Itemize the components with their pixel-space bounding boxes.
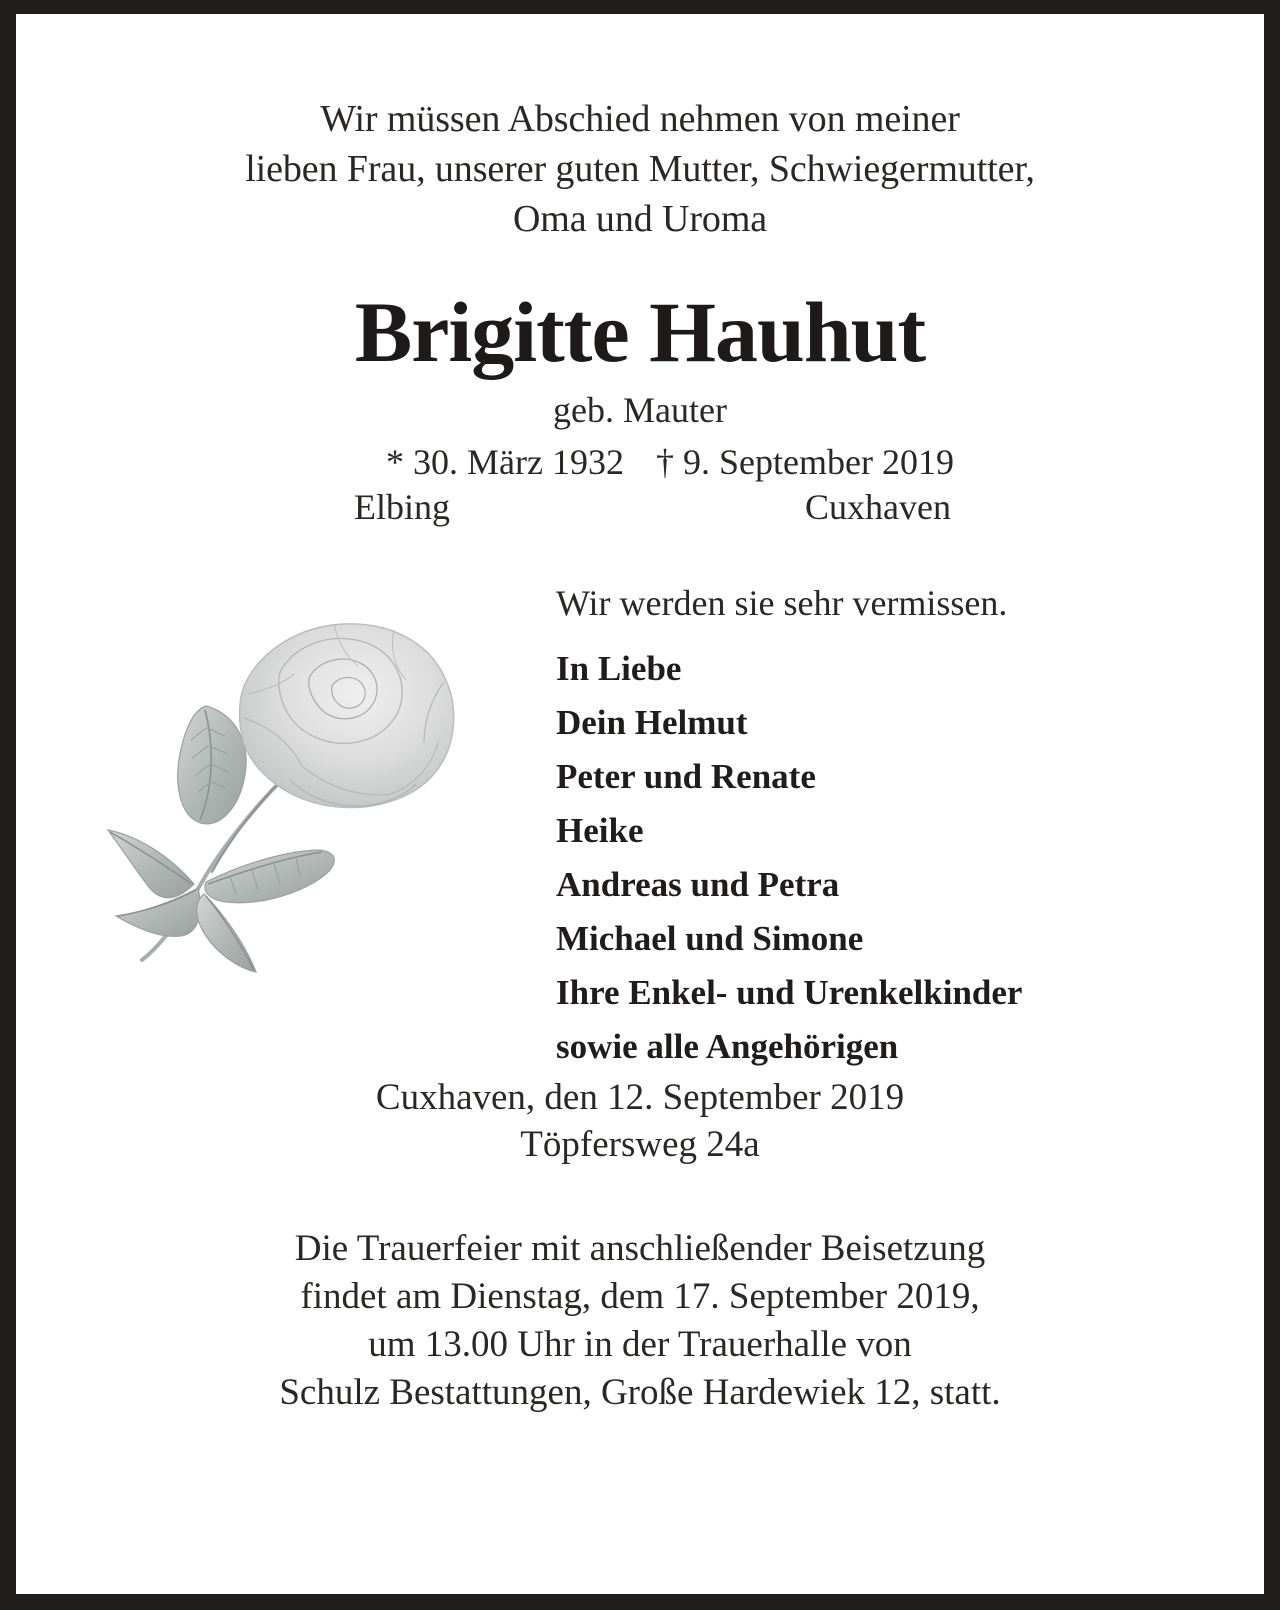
rose-illustration bbox=[94, 594, 474, 984]
family-line: Michael und Simone bbox=[556, 919, 864, 959]
family-line: Heike bbox=[556, 811, 644, 851]
life-places-row bbox=[16, 485, 1264, 530]
death-date bbox=[640, 440, 1046, 485]
ceremony-line-4: Schulz Bestattungen, Große Hardewiek 12, statt. bbox=[279, 1371, 1001, 1413]
death-date-value: 9. September 2019 bbox=[683, 441, 954, 482]
family-line: Dein Helmut bbox=[556, 703, 748, 743]
intro-text bbox=[16, 94, 1264, 244]
rose-leaf-upper-left bbox=[178, 706, 246, 824]
birth-date-value: 30. März 1932 bbox=[413, 441, 624, 482]
birth-symbol: * bbox=[386, 441, 405, 482]
obituary-page bbox=[16, 14, 1264, 1594]
family-line: Peter und Renate bbox=[556, 757, 816, 797]
family-line: Andreas und Petra bbox=[556, 865, 840, 905]
ceremony-line-1: Die Trauerfeier mit anschließender Beisetzung bbox=[294, 1227, 986, 1269]
family-line: In Liebe bbox=[556, 649, 682, 689]
rose-leaf-left bbox=[108, 830, 194, 898]
intro-line-2: lieben Frau, unserer guten Mutter, Schwiegermutter, bbox=[245, 148, 1035, 191]
name-block bbox=[16, 284, 1264, 529]
missing-line: Wir werden sie sehr vermissen. bbox=[556, 582, 1008, 623]
rose-bloom bbox=[240, 624, 454, 808]
middle-section bbox=[16, 582, 1264, 1067]
maiden-name: geb. Mauter bbox=[553, 389, 727, 430]
death-place: Cuxhaven bbox=[805, 486, 951, 527]
place-date-line: Cuxhaven, den 12. September 2019 bbox=[375, 1076, 905, 1118]
birth-date bbox=[234, 440, 640, 485]
life-dates-row bbox=[16, 440, 1264, 485]
life-dates bbox=[16, 440, 1264, 530]
deceased-name: Brigitte Hauhut bbox=[354, 284, 926, 381]
death-symbol: † bbox=[656, 441, 674, 482]
family-block bbox=[556, 582, 1216, 1083]
ceremony-line-3: um 13.00 Uhr in der Trauerhalle von bbox=[368, 1323, 912, 1365]
family-line: Ihre Enkel- und Urenkelkinder bbox=[556, 973, 1023, 1013]
rose-leaf-right bbox=[205, 850, 334, 903]
birth-place: Elbing bbox=[354, 486, 450, 527]
family-line: sowie alle Angehörigen bbox=[556, 1027, 899, 1067]
intro-line-1: Wir müssen Abschied nehmen von meiner bbox=[320, 98, 960, 140]
intro-line-3: Oma und Uroma bbox=[512, 198, 768, 241]
rose-leaf-lower-right bbox=[197, 894, 256, 972]
place-date-block bbox=[16, 1074, 1264, 1169]
ceremony-block bbox=[16, 1225, 1264, 1417]
address-line: Töpfersweg 24a bbox=[520, 1124, 760, 1166]
ceremony-line-2: findet am Dienstag, dem 17. September 2019, bbox=[300, 1275, 980, 1317]
